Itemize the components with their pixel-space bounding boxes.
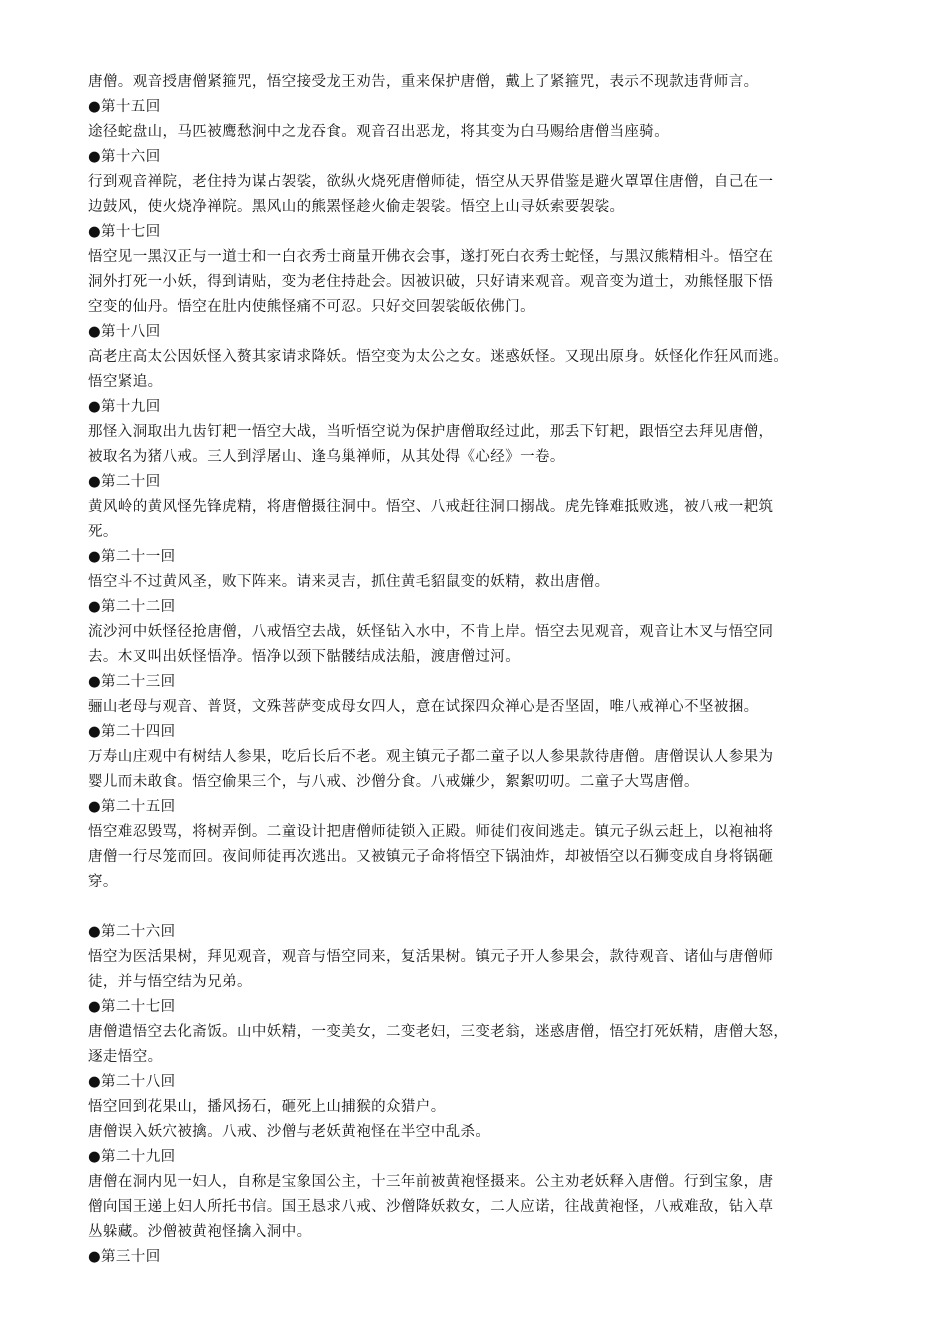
chapter-title: 第二十五回: [101, 799, 176, 815]
text-line: 行到观音禅院，老住持为谋占袈裟，欲纵火烧死唐僧师徒，悟空从天界借鉴是避火罩罩住唐僧，自己在一: [88, 174, 774, 190]
chapter-heading: [88, 220, 863, 245]
text-line: 空变的仙丹。悟空在肚内使熊怪痛不可忍。只好交回袈裟皈依佛门。: [88, 299, 535, 315]
chapter-title: 第二十八回: [101, 1074, 176, 1090]
chapter-summary: [88, 1095, 863, 1145]
text-line: 徒，并与悟空结为兄弟。: [88, 974, 252, 990]
bullet-icon: ●: [88, 799, 102, 815]
chapter-title: 第十五回: [101, 99, 161, 115]
chapter-heading: [88, 1245, 863, 1270]
bullet-icon: ●: [88, 1149, 102, 1165]
chapter-summary: [88, 70, 863, 95]
text-line: 悟空见一黑汉正与一道士和一白衣秀士商量开佛衣会事，遂打死白衣秀士蛇怪，与黑汉熊精相斗。悟空在: [88, 249, 774, 265]
text-line: 唐僧误入妖穴被擒。八戒、沙僧与老妖黄袍怪在半空中乱杀。: [88, 1124, 491, 1140]
bullet-icon: ●: [88, 999, 102, 1015]
chapter-summary: [88, 820, 863, 895]
text-line: 悟空斗不过黄风圣，败下阵来。请来灵吉，抓住黄毛貂鼠变的妖精，救出唐僧。: [88, 574, 610, 590]
chapter-summary: [88, 345, 863, 395]
text-line: 那怪入洞取出九齿钉耙一悟空大战，当听悟空说为保护唐僧取经过此，那丢下钉耙，跟悟空去拜见唐僧，: [88, 424, 774, 440]
text-line: 悟空回到花果山，播风扬石，砸死上山捕猴的众猎户。: [88, 1099, 446, 1115]
chapter-summary: [88, 570, 863, 595]
chapter-heading: [88, 995, 863, 1020]
chapter-summary: [88, 245, 863, 320]
chapter-heading: [88, 795, 863, 820]
chapter-summary: [88, 1020, 863, 1070]
text-line: 途径蛇盘山，马匹被鹰愁涧中之龙吞食。观音召出恶龙，将其变为白马赐给唐僧当座骑。: [88, 124, 670, 140]
text-line: 万寿山庄观中有树结人参果，吃后长后不老。观主镇元子都二童子以人参果款待唐僧。唐僧误认人参果为: [88, 749, 774, 765]
bullet-icon: ●: [88, 99, 102, 115]
text-line: 穿。: [88, 874, 118, 890]
chapter-heading: [88, 920, 863, 945]
text-line: 唐僧遣悟空去化斋饭。山中妖精，一变美女，二变老妇，三变老翁，迷惑唐僧，悟空打死妖精，唐僧大怒，: [88, 1024, 789, 1040]
text-line: 悟空紧追。: [88, 374, 163, 390]
chapter-summary: [88, 120, 863, 145]
bullet-icon: ●: [88, 599, 102, 615]
bullet-icon: ●: [88, 1074, 102, 1090]
bullet-icon: ●: [88, 924, 102, 940]
chapter-title: 第二十三回: [101, 674, 176, 690]
text-line: 唐僧在洞内见一妇人，自称是宝象国公主，十三年前被黄袍怪摄来。公主劝老妖释入唐僧。行到宝象，唐: [88, 1174, 774, 1190]
chapter-title: 第三十回: [101, 1249, 161, 1265]
bullet-icon: ●: [88, 324, 102, 340]
text-line: 丛躲藏。沙僧被黄袍怪擒入洞中。: [88, 1224, 312, 1240]
chapter-title: 第十六回: [101, 149, 161, 165]
blank-line: [88, 895, 863, 920]
bullet-icon: ●: [88, 399, 102, 415]
chapter-summary: [88, 945, 863, 995]
chapter-heading: [88, 1070, 863, 1095]
text-line: 唐僧一行尽笼而回。夜间师徒再次逃出。又被镇元子命将悟空下锅油炸，却被悟空以石狮变成自身将锅砸: [88, 849, 774, 865]
chapter-summary: [88, 170, 863, 220]
chapter-summary: [88, 695, 863, 720]
text-line: 高老庄高太公因妖怪入赘其家请求降妖。悟空变为太公之女。迷惑妖怪。又现出原身。妖怪化作狂风而逃。: [88, 349, 789, 365]
bullet-icon: ●: [88, 549, 102, 565]
text-line: 僧向国王递上妇人所托书信。国王恳求八戒、沙僧降妖救女，二人应诺，往战黄袍怪，八戒难敌，钻入草: [88, 1199, 774, 1215]
text-line: 骊山老母与观音、普贤，文殊菩萨变成母女四人，意在试探四众禅心是否坚固，唯八戒禅心不坚被捆。: [88, 699, 759, 715]
chapter-heading: [88, 470, 863, 495]
chapter-title: 第二十二回: [101, 599, 176, 615]
chapter-heading: [88, 595, 863, 620]
chapter-title: 第二十一回: [101, 549, 176, 565]
chapter-heading: [88, 395, 863, 420]
text-line: 悟空难忍毁骂，将树弄倒。二童设计把唐僧师徒锁入正殿。师徒们夜间逃走。镇元子纵云赶上，以袍袖将: [88, 824, 774, 840]
chapter-title: 第二十四回: [101, 724, 176, 740]
chapter-heading: [88, 95, 863, 120]
chapter-heading: [88, 320, 863, 345]
chapter-summary: [88, 745, 863, 795]
bullet-icon: ●: [88, 724, 102, 740]
chapter-title: 第十八回: [101, 324, 161, 340]
text-line: 流沙河中妖怪径抢唐僧，八戒悟空去战，妖怪钻入水中，不肯上岸。悟空去见观音，观音让木叉与悟空同: [88, 624, 774, 640]
chapter-heading: [88, 545, 863, 570]
bullet-icon: ●: [88, 474, 102, 490]
text-line: 去。木叉叫出妖怪悟净。悟净以颈下骷髅结成法船，渡唐僧过河。: [88, 649, 521, 665]
chapter-heading: [88, 1145, 863, 1170]
chapter-title: 第二十回: [101, 474, 161, 490]
chapter-heading: [88, 720, 863, 745]
chapter-summary: [88, 420, 863, 470]
chapter-title: 第二十九回: [101, 1149, 176, 1165]
document-page: [88, 70, 863, 1270]
bullet-icon: ●: [88, 149, 102, 165]
chapter-title: 第二十七回: [101, 999, 176, 1015]
text-line: 洞外打死一小妖，得到请贴，变为老住持赴会。因被识破，只好请来观音。观音变为道士，劝熊怪服下悟: [88, 274, 774, 290]
text-line: 黄风岭的黄风怪先锋虎精，将唐僧摄往洞中。悟空、八戒赶往洞口搦战。虎先锋难抵败逃，被八戒一耙筑: [88, 499, 774, 515]
chapter-heading: [88, 670, 863, 695]
text-line: 婴儿而未敢食。悟空偷果三个，与八戒、沙僧分食。八戒嫌少，絮絮叨叨。二童子大骂唐僧。: [88, 774, 699, 790]
text-line: 悟空为医活果树，拜见观音，观音与悟空同来，复活果树。镇元子开人参果会，款待观音、诸仙与唐僧师: [88, 949, 774, 965]
text-line: 被取名为猪八戒。三人到浮屠山、逢乌巢禅师，从其处得《心经》一卷。: [88, 449, 565, 465]
text-line: 唐僧。观音授唐僧紧箍咒，悟空接受龙王劝告，重来保护唐僧，戴上了紧箍咒，表示不现款违背师言。: [88, 74, 759, 90]
bullet-icon: ●: [88, 1249, 102, 1265]
chapter-summary: [88, 495, 863, 545]
chapter-title: 第十七回: [101, 224, 161, 240]
chapter-title: 第二十六回: [101, 924, 176, 940]
text-line: 逐走悟空。: [88, 1049, 163, 1065]
chapter-heading: [88, 145, 863, 170]
bullet-icon: ●: [88, 674, 102, 690]
bullet-icon: ●: [88, 224, 102, 240]
chapter-summary: [88, 620, 863, 670]
text-line: 死。: [88, 524, 118, 540]
chapter-summary: [88, 1170, 863, 1245]
text-line: 边鼓风，使火烧净禅院。黑风山的熊罴怪趁火偷走袈裟。悟空上山寻妖索要袈裟。: [88, 199, 625, 215]
chapter-title: 第十九回: [101, 399, 161, 415]
